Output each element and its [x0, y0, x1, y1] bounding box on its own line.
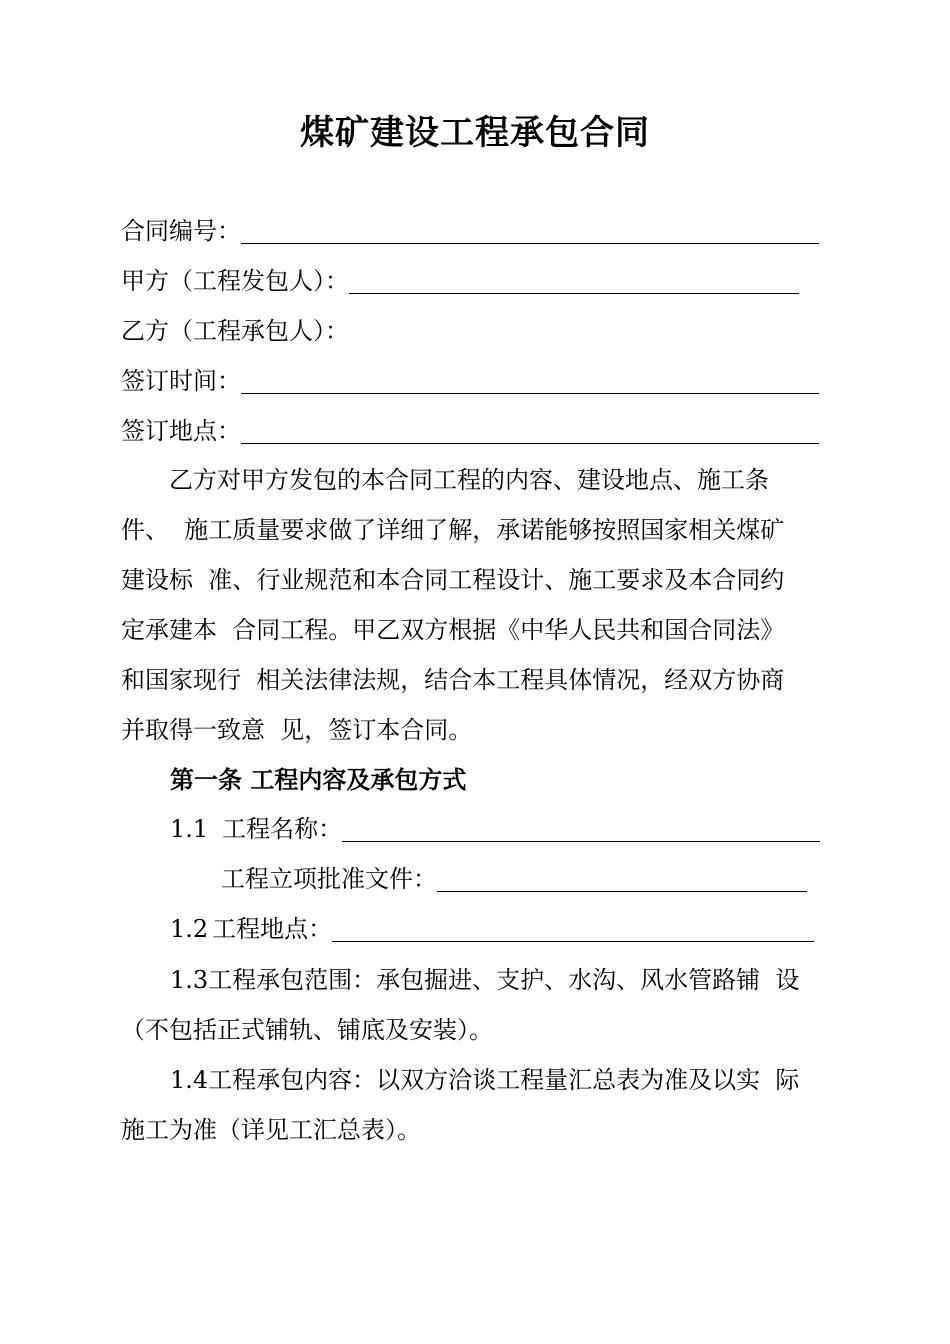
clause-label: 工程地点：	[212, 915, 333, 943]
article-heading-text: 第一条 工程内容及承包方式	[170, 765, 467, 794]
sign-place-blank	[241, 419, 819, 444]
document-title: 煤矿建设工程承包合同	[300, 113, 650, 153]
field-label: 甲方（工程发包人）：	[121, 267, 349, 295]
field-party-a	[121, 264, 799, 298]
clause-number: 1.3	[170, 966, 209, 994]
clause-line	[121, 1055, 841, 1105]
intro-paragraph	[121, 455, 841, 755]
field-label: 乙方（工程承包人）：	[121, 317, 349, 345]
project-name-blank	[342, 817, 820, 842]
field-sign-time	[121, 364, 819, 398]
field-sign-place	[121, 414, 819, 448]
intro-line: 和国家现行 相关法律法规，结合本工程具体情况，经双方协商	[121, 666, 785, 694]
clause-text: 工程承包内容：以双方洽谈工程量汇总表为准及以实 际	[208, 1066, 800, 1094]
clause-1-3	[121, 955, 841, 1055]
clause-1-1	[170, 812, 820, 846]
field-label: 签订时间：	[121, 367, 241, 395]
project-location-blank	[332, 917, 814, 942]
clause-line	[121, 955, 841, 1005]
clause-number: 1.1	[170, 815, 209, 843]
intro-line: 并取得一致意 见，签订本合同。	[121, 716, 473, 744]
intro-line: 件、 施工质量要求做了详细了解，承诺能够按照国家相关煤矿	[121, 516, 785, 544]
clause-1-1-approval	[221, 862, 807, 896]
clause-label: 工程名称：	[222, 815, 343, 843]
clause-line: （不包括正式铺轨、铺底及安装）。	[121, 1016, 493, 1044]
clause-text: 工程承包范围：承包掘进、支护、水沟、风水管路铺 设	[208, 966, 800, 994]
article-1-heading	[170, 763, 466, 797]
field-party-b	[121, 314, 349, 348]
field-label: 签订地点：	[121, 417, 241, 445]
field-label: 合同编号：	[121, 217, 241, 245]
field-contract-number	[121, 214, 819, 248]
clause-line: 施工为准（详见工汇总表）。	[121, 1116, 421, 1144]
clause-1-4	[121, 1055, 841, 1155]
intro-line: 建设标 准、行业规范和本合同工程设计、施工要求及本合同约	[121, 566, 785, 594]
clause-number: 1.4	[170, 1066, 209, 1094]
intro-line: 乙方对甲方发包的本合同工程的内容、建设地点、施工条	[121, 466, 769, 494]
clause-1-2	[170, 912, 814, 946]
party-a-blank	[349, 269, 799, 294]
intro-line: 定承建本 合同工程。甲乙双方根据《中华人民共和国合同法》	[121, 616, 785, 644]
clause-number: 1.2	[170, 915, 209, 943]
clause-label: 工程立项批准文件：	[221, 865, 437, 893]
sign-time-blank	[241, 369, 819, 394]
contract-number-blank	[241, 219, 819, 244]
approval-document-blank	[437, 867, 807, 892]
